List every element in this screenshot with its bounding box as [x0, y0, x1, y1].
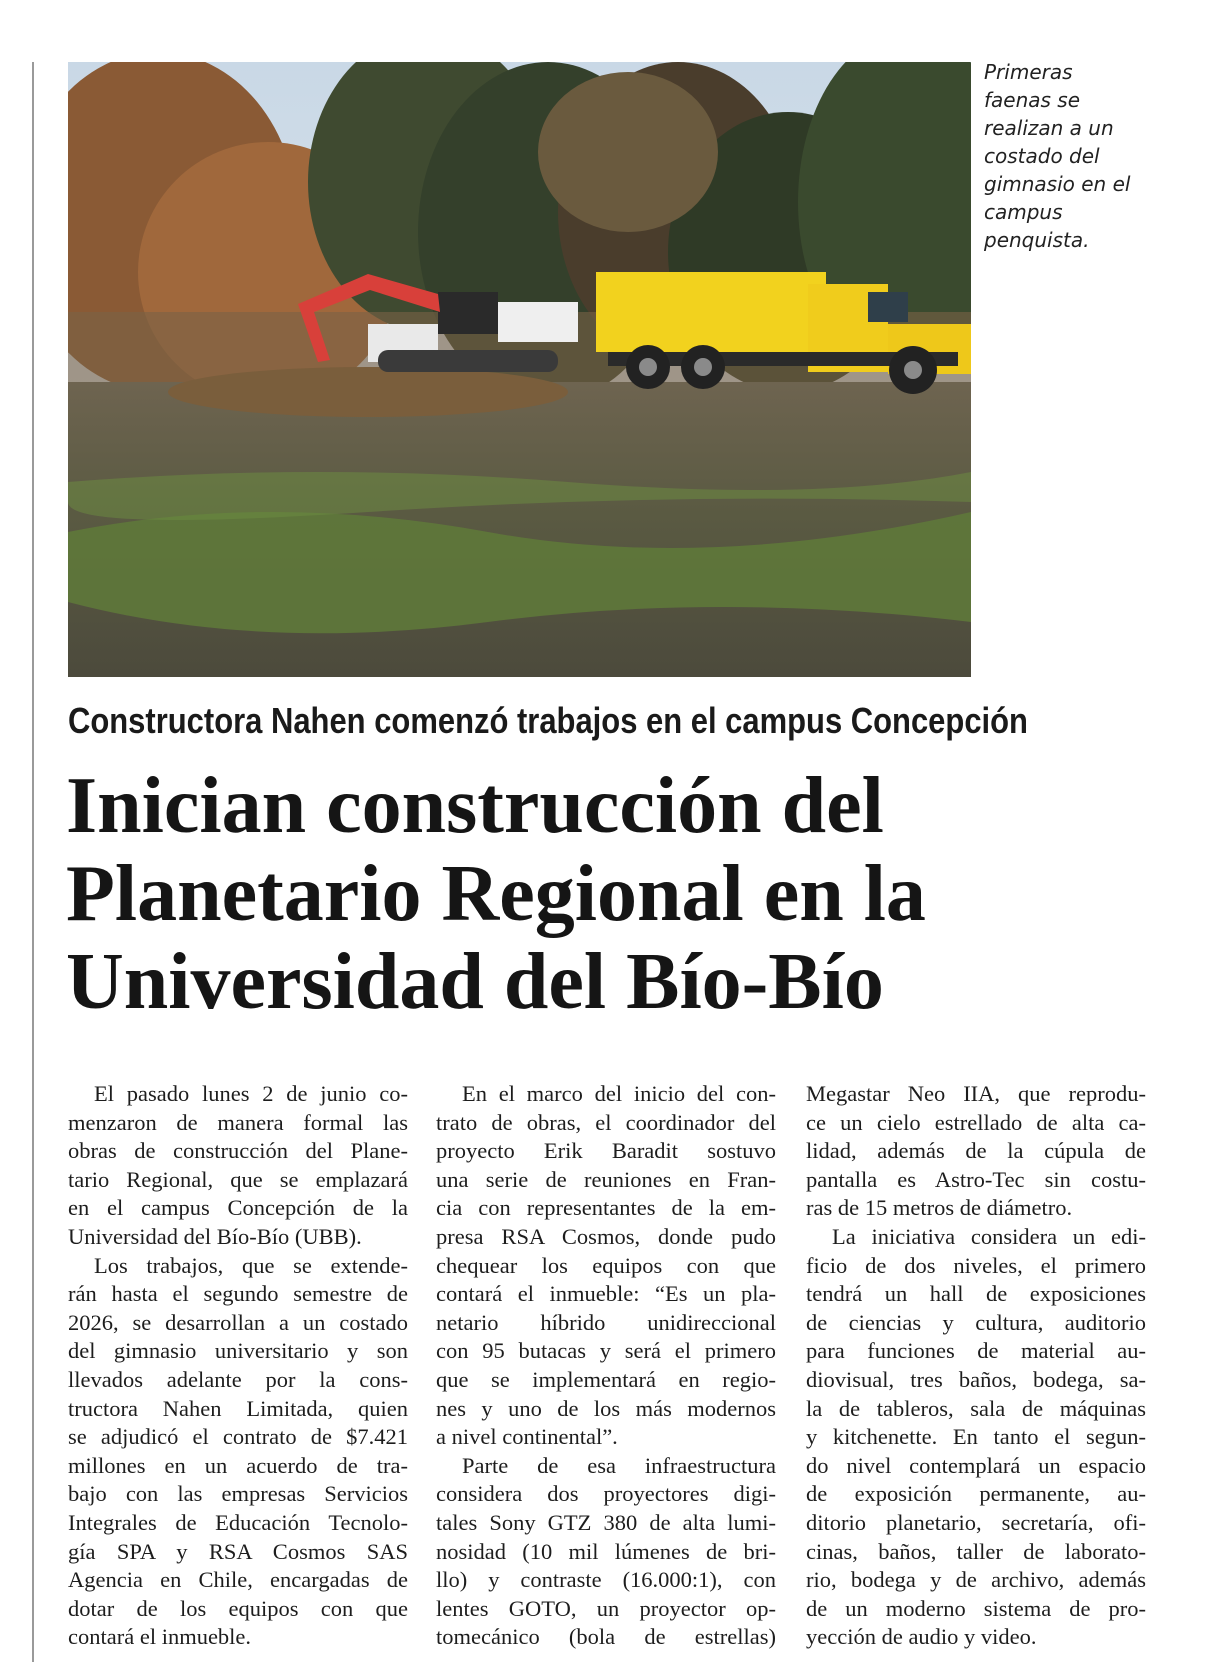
body-line: lidad, además de la cúpula de [806, 1138, 1146, 1164]
body-line: En el marco del inicio del con- [462, 1081, 776, 1106]
headline-line: Inician construcción del [66, 762, 884, 850]
body-line: del gimnasio universitario y son [68, 1338, 408, 1364]
body-line: 2026, se desarrollan a un costado [68, 1309, 408, 1335]
body-line: de un moderno sistema de pro- [806, 1595, 1146, 1621]
body-line: do nivel contemplará un espacio [806, 1452, 1146, 1478]
body-line: Agencia en Chile, encargadas de [68, 1567, 408, 1593]
body-line: bajo con las empresas Servicios [68, 1481, 408, 1507]
body-line: a nivel continental”. [436, 1424, 618, 1450]
body-line: yección de audio y video. [806, 1624, 1037, 1650]
body-line: Megastar Neo IIA, que reprodu- [806, 1081, 1146, 1106]
body-line: se adjudicó el contrato de $7.421 [68, 1424, 408, 1450]
body-line: ce un cielo estrellado de alta ca- [806, 1109, 1146, 1135]
body-line: presa RSA Cosmos, donde pudo [436, 1223, 776, 1249]
body-line: una serie de reuniones en Fran- [436, 1166, 776, 1192]
body-line: La iniciativa considera un edi- [832, 1223, 1146, 1249]
body-line: llo) y contraste (16.000:1), con [436, 1567, 776, 1593]
body-column-1 [68, 1080, 408, 1652]
body-line: ditorio planetario, secretaría, ofi- [806, 1509, 1146, 1535]
caption-line: realizan a un [984, 116, 1114, 140]
construction-site-photo-icon [68, 62, 971, 677]
body-line: rio, bodega y de archivo, además [806, 1567, 1146, 1593]
caption-line: gimnasio en el [984, 172, 1131, 196]
body-line: contará el inmueble. [68, 1624, 252, 1650]
body-line: pantalla es Astro-Tec sin costu- [806, 1166, 1146, 1192]
body-line: la de tableros, sala de máquinas [806, 1395, 1146, 1421]
body-line: contará el inmueble: “Es un pla- [436, 1281, 776, 1307]
body-line: trato de obras, el coordinador del [436, 1109, 776, 1135]
body-line: dotar de los equipos con que [68, 1595, 408, 1621]
body-line: ficio de dos niveles, el primero [806, 1252, 1146, 1278]
body-line: netario híbrido unidireccional [436, 1309, 776, 1335]
caption-line: costado del [984, 144, 1100, 168]
caption-line: faenas se [984, 88, 1081, 112]
body-line: nes y uno de los más modernos [436, 1395, 776, 1421]
body-line: tendrá un hall de exposiciones [806, 1281, 1146, 1307]
body-line: tructora Nahen Limitada, quien [68, 1395, 408, 1421]
body-line: obras de construcción del Plane- [68, 1138, 408, 1164]
body-line: Universidad del Bío-Bío (UBB). [68, 1223, 362, 1249]
body-line: que se implementará en regio- [436, 1366, 776, 1392]
body-line: de exposición permanente, au- [806, 1481, 1146, 1507]
body-line: Los trabajos, que se extende- [94, 1252, 408, 1278]
body-line: tario Regional, que se emplazará [68, 1166, 408, 1192]
body-line: tales Sony GTZ 380 de alta lumi- [436, 1509, 776, 1535]
body-line: millones en un acuerdo de tra- [68, 1452, 408, 1478]
headline-line: Universidad del Bío-Bío [66, 938, 884, 1026]
body-line: gía SPA y RSA Cosmos SAS [68, 1538, 408, 1564]
body-line: diovisual, tres baños, bodega, sa- [806, 1366, 1146, 1392]
article-headline [66, 762, 926, 1026]
photo-caption [984, 58, 1184, 254]
body-line: nosidad (10 mil lúmenes de bri- [436, 1538, 776, 1564]
body-column-3 [806, 1080, 1146, 1652]
body-line: lentes GOTO, un proyector op- [436, 1595, 776, 1621]
body-line: llevados adelante por la cons- [68, 1366, 408, 1392]
column-rule [32, 62, 34, 1662]
caption-line: campus [984, 200, 1063, 224]
article-kicker: Constructora Nahen comenzó trabajos en el campus Concepción [68, 700, 1028, 741]
body-line: cia con representantes de la em- [436, 1195, 776, 1221]
construction-site-photo [68, 62, 971, 677]
caption-line: Primeras [984, 60, 1073, 84]
body-line: chequear los equipos con que [436, 1252, 776, 1278]
body-line: de ciencias y cultura, auditorio [806, 1309, 1146, 1335]
body-line: tomecánico (bola de estrellas) [436, 1624, 776, 1650]
body-line: considera dos proyectores digi- [436, 1481, 776, 1507]
body-line: proyecto Erik Baradit sostuvo [436, 1138, 776, 1164]
body-line: con 95 butacas y será el primero [436, 1338, 776, 1364]
body-line: Integrales de Educación Tecnolo- [68, 1509, 408, 1535]
caption-line: penquista. [984, 228, 1090, 252]
body-line: menzaron de manera formal las [68, 1109, 408, 1135]
body-line: para funciones de material au- [806, 1338, 1146, 1364]
body-line: cinas, baños, taller de laborato- [806, 1538, 1146, 1564]
body-line: en el campus Concepción de la [68, 1195, 408, 1221]
body-line: ras de 15 metros de diámetro. [806, 1195, 1073, 1221]
body-line: Parte de esa infraestructura [462, 1452, 776, 1478]
body-column-2 [436, 1080, 776, 1652]
body-line: El pasado lunes 2 de junio co- [94, 1081, 408, 1106]
headline-line: Planetario Regional en la [66, 850, 926, 938]
body-line: y kitchenette. En tanto el segun- [806, 1424, 1146, 1450]
body-line: rán hasta el segundo semestre de [68, 1281, 408, 1307]
